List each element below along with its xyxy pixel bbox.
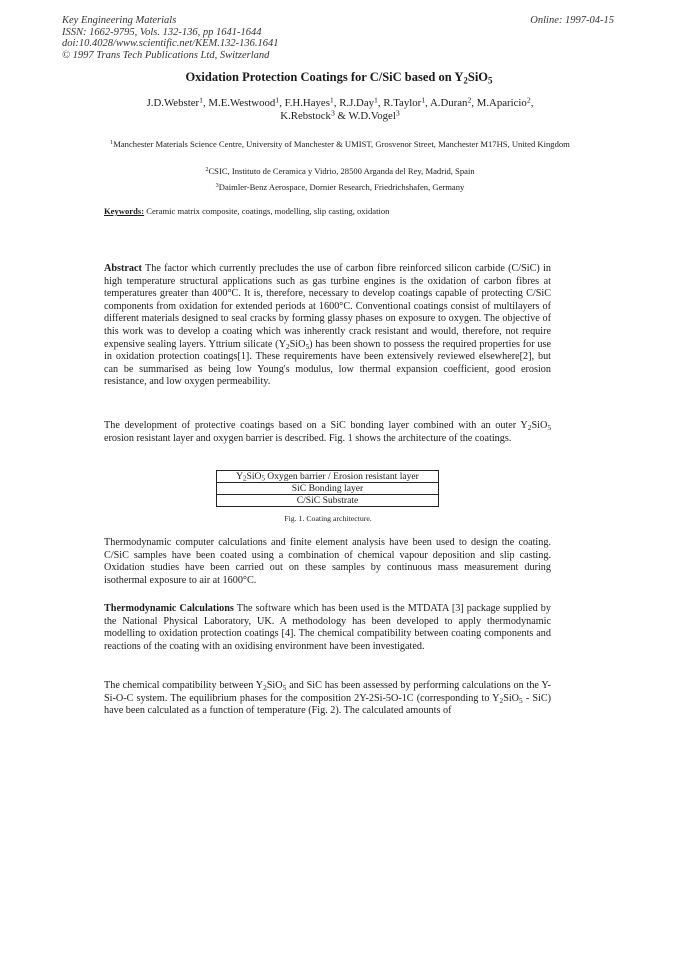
author: K.Rebstock$^3$ — [280, 108, 335, 122]
thermodynamic-heading: Thermodynamic Calculations — [104, 603, 234, 614]
figure-layer-oxygen-barrier: $Y_2SiO_5$ Oxygen barrier / Erosion resistant layer — [217, 471, 439, 483]
keywords-text: Ceramic matrix composite, coatings, modelling, slip casting, oxidation — [144, 206, 390, 216]
development-paragraph: The development of protective coatings based on a SiC bonding layer combined with an outer $Y_2SiO_5$ erosion resistant layer and oxygen barrier is described. Fig. 1 shows the architecture of the coatings. — [104, 420, 551, 444]
abstract-heading: Abstract — [104, 263, 142, 274]
author: J.D.Webster$^1$ — [146, 95, 203, 109]
author: M.Aparicio$^2$ — [476, 95, 531, 109]
keywords — [104, 206, 389, 216]
author: W.D.Vogel$^3$ — [348, 108, 400, 122]
online-date: Online: 1997-04-15 — [530, 15, 614, 26]
journal-copyright: © 1997 Trans Tech Publications Ltd, Switzerland — [62, 49, 270, 61]
journal-name: Key Engineering Materials — [62, 15, 177, 26]
author: R.Taylor$^1$ — [383, 95, 426, 109]
journal-doi: doi:10.4028/www.scientific.net/KEM.132-136.1641 — [62, 38, 279, 49]
keywords-label: Keywords: — [104, 206, 145, 216]
author: M.E.Westwood$^1$ — [208, 95, 280, 109]
journal-header — [62, 15, 279, 61]
author: R.J.Day$^1$ — [339, 95, 378, 109]
coating-architecture-figure — [216, 470, 439, 507]
author-list: J.D.Webster$^1$, M.E.Westwood$^1$, F.H.Hayes$^1$, R.J.Day$^1$, R.Taylor$^1$, A.Duran$^2$, M.Aparicio$^2$, K.Rebstock$^3$ & W.D.Vogel$^3$ — [146, 95, 534, 122]
author: F.H.Hayes$^1$ — [284, 95, 334, 109]
figure-caption: Fig. 1. Coating architecture. — [284, 514, 372, 523]
affiliation-3: $^3$Daimler-Benz Aerospace, Dornier Research, Friedrichshafen, Germany — [215, 182, 465, 192]
figure-layer-bonding: SiC Bonding layer — [217, 483, 439, 495]
abstract-paragraph: Abstract The factor which currently precludes the use of carbon fibre reinforced silicon carbide (C/SiC) in high temperature structural applications such as gas turbine engines is the oxidation of carbon fibres at temperatures greater than 400°C. It is, therefore, necessary to develop coatings capable of protecting C/SiC components from oxidation for extended periods at 1600°C. Conventional coatings consist of multilayers of different materials designed to seal cracks by forming glassy phases on exposure to oxygen. The objective of this work was to develop a coating which was inherently crack resistant and would, therefore, not require expensive sealing layers. Yttrium silicate $(Y_2SiO_5)$ has been shown to possess the required properties for use in oxidation protection coatings[1]. These requirements have been extensively reviewed elsewhere[2], but can be summarised as being low Young's modulus, low thermal expansion coefficient, good erosion resistance, and low oxygen permeability. — [104, 263, 551, 388]
methods-paragraph: Thermodynamic computer calculations and finite element analysis have been used to design the coating. C/SiC samples have been coated using a combination of chemical vapour deposition and slip casting. Oxidation studies have been carried out on these samples by continuous mass measurement during isothermal exposure to air at 1600°C. — [104, 537, 551, 586]
journal-issn: ISSN: 1662-9795, Vols. 132-136, pp 1641-1644 — [62, 26, 262, 38]
figure-layer-substrate: C/SiC Substrate — [217, 495, 439, 507]
affiliation-1: $^1$Manchester Materials Science Centre, University of Manchester & UMIST, Grosvenor Street, Manchester M17HS, United Kingdom — [110, 139, 570, 149]
compatibility-paragraph: The chemical compatibility between $Y_2SiO_5$ and SiC has been assessed by performing calculations on the Y-Si-O-C system. The equilibrium phases for the composition 2Y-2Si-5O-1C (corresponding to $Y_2SiO_5 - SiC$) have been calculated as a function of temperature (Fig. 2). The calculated amounts of — [104, 680, 552, 717]
thermodynamic-calculations-paragraph: Thermodynamic Calculations The software which has been used is the MTDATA [3] package supplied by the National Physical Laboratory, UK. A methodology has been developed to apply thermodynamic modelling to oxidation protection coatings [4]. The chemical compatibility between coating components and reactions of the coating with an oxidising environment have been investigated. — [104, 603, 551, 652]
affiliation-2: $^2$CSIC, Instituto de Ceramica y Vidrio, 28500 Arganda del Rey, Madrid, Spain — [205, 166, 475, 176]
author: A.Duran$^2$ — [429, 95, 472, 109]
paper-title: Oxidation Protection Coatings for C/SiC based on $Y_2SiO_5$ — [185, 70, 493, 86]
